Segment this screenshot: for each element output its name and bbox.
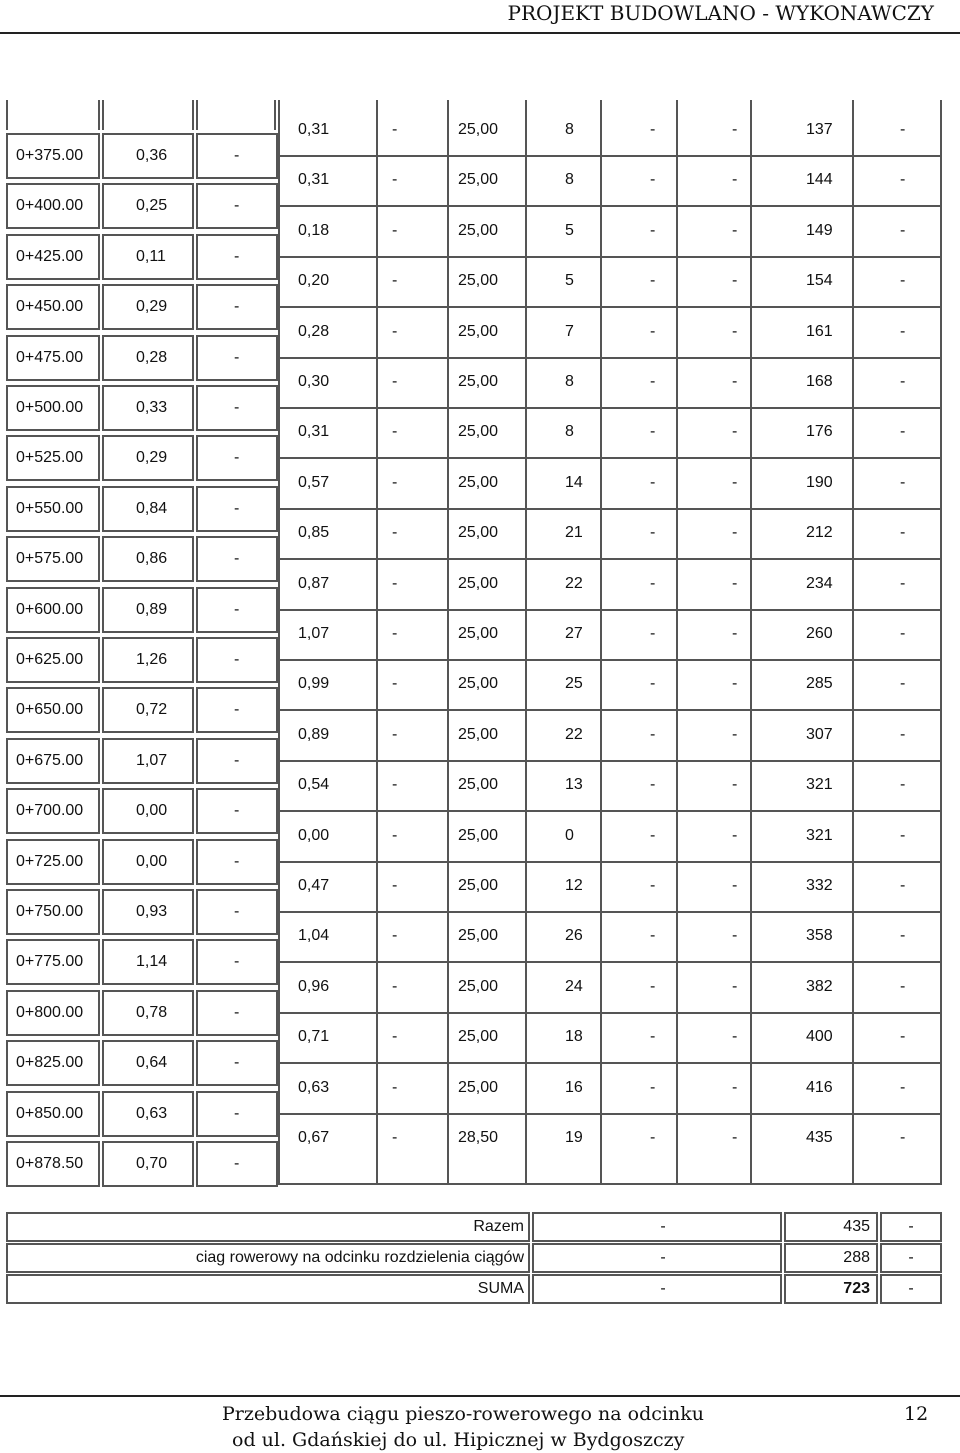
dash-cell: - (900, 121, 906, 138)
length-cell: 0,67 (298, 1129, 330, 1146)
value-cell: 1,14 (102, 939, 194, 985)
dash-cell: - (650, 474, 656, 491)
value-cell: 0,84 (102, 486, 194, 532)
width-cell: 25,00 (458, 222, 499, 239)
cumulative-cell: 234 (806, 575, 833, 592)
station-cell: 0+625.00 (6, 637, 100, 683)
width-cell: 25,00 (458, 625, 499, 642)
width-cell: 25,00 (458, 373, 499, 390)
quantity-cell: 12 (565, 877, 583, 894)
dash-cell: - (196, 536, 278, 582)
dash-cell: - (392, 927, 398, 944)
value-cell: 0,93 (102, 889, 194, 935)
quantity-cell: 27 (565, 625, 583, 642)
dash-cell: - (650, 726, 656, 743)
value-cell: 0,89 (102, 587, 194, 633)
dash-cell: - (732, 575, 738, 592)
length-cell: 0,18 (298, 222, 330, 239)
station-cell: 0+400.00 (6, 183, 100, 229)
dash-cell: - (650, 524, 656, 541)
dash-cell: - (900, 827, 906, 844)
dash-cell: - (900, 222, 906, 239)
cumulative-cell: 260 (806, 625, 833, 642)
dash-cell: - (196, 234, 278, 280)
summary-label: SUMA (6, 1274, 530, 1304)
summary-value: 288 (784, 1243, 878, 1273)
length-cell: 0,31 (298, 121, 330, 138)
quantity-cell: 26 (565, 927, 583, 944)
width-cell: 25,00 (458, 675, 499, 692)
dash-cell: - (732, 423, 738, 440)
dash-cell: - (650, 373, 656, 390)
value-cell: 0,00 (102, 788, 194, 834)
value-cell: 1,26 (102, 637, 194, 683)
dash-cell: - (900, 272, 906, 289)
quantity-cell: 0 (565, 827, 574, 844)
footer-project-title-line2: od ul. Gdańskiej do ul. Hipicznej w Bydgoszczy (232, 1429, 685, 1451)
right-table-row (0, 206, 960, 256)
station-cell: 0+725.00 (6, 839, 100, 885)
cumulative-cell: 154 (806, 272, 833, 289)
dash-cell: - (732, 726, 738, 743)
cumulative-cell: 321 (806, 776, 833, 793)
value-cell: 0,70 (102, 1141, 194, 1187)
length-cell: 0,89 (298, 726, 330, 743)
station-cell: 0+500.00 (6, 385, 100, 431)
dash-cell: - (196, 788, 278, 834)
dash-cell: - (196, 1141, 278, 1187)
cumulative-cell: 400 (806, 1028, 833, 1045)
length-cell: 0,85 (298, 524, 330, 541)
width-cell: 25,00 (458, 1028, 499, 1045)
station-cell: 0+425.00 (6, 234, 100, 280)
dash-cell: - (650, 625, 656, 642)
dash-cell: - (392, 1028, 398, 1045)
length-cell: 0,31 (298, 171, 330, 188)
cumulative-cell: 285 (806, 675, 833, 692)
dash-cell: - (392, 474, 398, 491)
dash-cell: - (196, 1091, 278, 1137)
dash-cell: - (392, 625, 398, 642)
right-table-row (0, 508, 960, 558)
summary-dash: - (532, 1243, 782, 1273)
dash-cell: - (900, 1028, 906, 1045)
summary-value: 435 (784, 1212, 878, 1242)
summary-dash: - (532, 1212, 782, 1242)
summary-label: Razem (6, 1212, 530, 1242)
station-cell: 0+650.00 (6, 687, 100, 733)
quantity-cell: 5 (565, 222, 574, 239)
value-cell: 0,29 (102, 435, 194, 481)
dash-cell: - (392, 776, 398, 793)
dash-cell: - (900, 171, 906, 188)
dash-cell: - (732, 474, 738, 491)
cumulative-cell: 144 (806, 171, 833, 188)
station-cell: 0+700.00 (6, 788, 100, 834)
value-cell: 0,36 (102, 133, 194, 179)
dash-cell: - (732, 121, 738, 138)
quantity-cell: 21 (565, 524, 583, 541)
dash-cell: - (650, 827, 656, 844)
width-cell: 25,00 (458, 474, 499, 491)
dash-cell: - (392, 675, 398, 692)
summary-label: ciag rowerowy na odcinku rozdzielenia ciągów (6, 1243, 530, 1273)
dash-cell: - (732, 625, 738, 642)
dash-cell: - (392, 222, 398, 239)
summary-row (6, 1274, 942, 1304)
length-cell: 0,71 (298, 1028, 330, 1045)
dash-cell: - (392, 323, 398, 340)
length-cell: 0,20 (298, 272, 330, 289)
dash-cell: - (732, 978, 738, 995)
cumulative-cell: 358 (806, 927, 833, 944)
length-cell: 0,57 (298, 474, 330, 491)
quantity-cell: 14 (565, 474, 583, 491)
width-cell: 25,00 (458, 575, 499, 592)
dash-cell: - (196, 889, 278, 935)
station-cell: 0+775.00 (6, 939, 100, 985)
station-cell: 0+600.00 (6, 587, 100, 633)
dash-cell: - (196, 637, 278, 683)
right-table-row (0, 1012, 960, 1062)
value-cell: 0,64 (102, 1040, 194, 1086)
dash-cell: - (732, 373, 738, 390)
summary-dash: - (880, 1212, 942, 1242)
dash-cell: - (650, 121, 656, 138)
summary-dash: - (880, 1243, 942, 1273)
station-cell: 0+525.00 (6, 435, 100, 481)
length-cell: 0,99 (298, 675, 330, 692)
quantity-cell: 8 (565, 121, 574, 138)
dash-cell: - (196, 839, 278, 885)
dash-cell: - (900, 1129, 906, 1146)
dash-cell: - (900, 524, 906, 541)
dash-cell: - (900, 726, 906, 743)
document-header-title: PROJEKT BUDOWLANO - WYKONAWCZY (507, 1, 934, 25)
dash-cell: - (392, 272, 398, 289)
dash-cell: - (732, 524, 738, 541)
dash-cell: - (732, 171, 738, 188)
dash-cell: - (196, 183, 278, 229)
width-cell: 25,00 (458, 726, 499, 743)
width-cell: 25,00 (458, 121, 499, 138)
cumulative-cell: 161 (806, 323, 833, 340)
value-cell: 1,07 (102, 738, 194, 784)
cumulative-cell: 435 (806, 1129, 833, 1146)
dash-cell: - (196, 435, 278, 481)
dash-cell: - (732, 323, 738, 340)
dash-cell: - (900, 323, 906, 340)
length-cell: 0,47 (298, 877, 330, 894)
cumulative-cell: 212 (806, 524, 833, 541)
width-cell: 25,00 (458, 524, 499, 541)
value-cell: 0,86 (102, 536, 194, 582)
length-cell: 0,96 (298, 978, 330, 995)
dash-cell: - (196, 990, 278, 1036)
right-table-row (0, 659, 960, 709)
right-table-row (0, 1063, 960, 1113)
dash-cell: - (900, 575, 906, 592)
station-cell: 0+675.00 (6, 738, 100, 784)
width-cell: 25,00 (458, 827, 499, 844)
length-cell: 0,63 (298, 1079, 330, 1096)
quantity-cell: 22 (565, 575, 583, 592)
quantity-cell: 18 (565, 1028, 583, 1045)
dash-cell: - (650, 927, 656, 944)
dash-cell: - (732, 222, 738, 239)
dash-cell: - (732, 272, 738, 289)
dash-cell: - (900, 474, 906, 491)
length-cell: 0,30 (298, 373, 330, 390)
value-cell: 0,00 (102, 839, 194, 885)
quantity-cell: 16 (565, 1079, 583, 1096)
dash-cell: - (392, 423, 398, 440)
quantity-cell: 19 (565, 1129, 583, 1146)
dash-cell: - (196, 587, 278, 633)
station-cell: 0+750.00 (6, 889, 100, 935)
quantity-cell: 8 (565, 171, 574, 188)
footer-divider (0, 1395, 960, 1397)
station-cell: 0+800.00 (6, 990, 100, 1036)
cumulative-cell: 416 (806, 1079, 833, 1096)
dash-cell: - (900, 675, 906, 692)
right-table-row (0, 256, 960, 306)
cumulative-cell: 176 (806, 423, 833, 440)
length-cell: 0,28 (298, 323, 330, 340)
quantity-cell: 13 (565, 776, 583, 793)
cumulative-cell: 307 (806, 726, 833, 743)
right-table-row (0, 307, 960, 357)
quantity-cell: 8 (565, 423, 574, 440)
cumulative-cell: 137 (806, 121, 833, 138)
dash-cell: - (392, 877, 398, 894)
dash-cell: - (650, 1129, 656, 1146)
summary-row (6, 1212, 942, 1242)
dash-cell: - (392, 1079, 398, 1096)
length-cell: 1,07 (298, 625, 330, 642)
dash-cell: - (732, 927, 738, 944)
cumulative-cell: 321 (806, 827, 833, 844)
dash-cell: - (196, 284, 278, 330)
dash-cell: - (900, 776, 906, 793)
footer-project-title-line1: Przebudowa ciągu pieszo-rowerowego na odcinku (222, 1403, 704, 1425)
right-table-row (0, 861, 960, 911)
dash-cell: - (732, 776, 738, 793)
right-table-row (0, 1113, 960, 1163)
dash-cell: - (900, 423, 906, 440)
dash-cell: - (900, 1079, 906, 1096)
cumulative-cell: 168 (806, 373, 833, 390)
dash-cell: - (392, 373, 398, 390)
right-table-row (0, 458, 960, 508)
cumulative-cell: 149 (806, 222, 833, 239)
dash-cell: - (650, 675, 656, 692)
dash-cell: - (650, 575, 656, 592)
dash-cell: - (392, 827, 398, 844)
summary-dash: - (532, 1274, 782, 1304)
right-table-row (0, 811, 960, 861)
dash-cell: - (392, 978, 398, 995)
value-cell: 0,29 (102, 284, 194, 330)
station-cell: 0+850.00 (6, 1091, 100, 1137)
length-cell: 0,54 (298, 776, 330, 793)
summary-dash: - (880, 1274, 942, 1304)
station-cell: 0+450.00 (6, 284, 100, 330)
station-cell: 0+878.50 (6, 1141, 100, 1187)
dash-cell: - (196, 687, 278, 733)
right-table-row (0, 407, 960, 457)
summary-row (6, 1243, 942, 1273)
right-table-row (0, 609, 960, 659)
dash-cell: - (650, 877, 656, 894)
width-cell: 25,00 (458, 927, 499, 944)
dash-cell: - (900, 625, 906, 642)
width-cell: 28,50 (458, 1129, 499, 1146)
cumulative-cell: 190 (806, 474, 833, 491)
dash-cell: - (650, 272, 656, 289)
dash-cell: - (732, 827, 738, 844)
width-cell: 25,00 (458, 171, 499, 188)
page-number: 12 (904, 1403, 929, 1425)
width-cell: 25,00 (458, 776, 499, 793)
dash-cell: - (900, 978, 906, 995)
dash-cell: - (196, 133, 278, 179)
dash-cell: - (650, 222, 656, 239)
right-table-row (0, 559, 960, 609)
quantity-cell: 24 (565, 978, 583, 995)
width-cell: 25,00 (458, 323, 499, 340)
cumulative-cell: 382 (806, 978, 833, 995)
dash-cell: - (392, 575, 398, 592)
quantity-cell: 5 (565, 272, 574, 289)
cumulative-cell: 332 (806, 877, 833, 894)
right-table-row (0, 962, 960, 1012)
dash-cell: - (196, 335, 278, 381)
width-cell: 25,00 (458, 877, 499, 894)
dash-cell: - (900, 373, 906, 390)
width-cell: 25,00 (458, 423, 499, 440)
header-divider (0, 32, 960, 34)
dash-cell: - (650, 323, 656, 340)
quantity-cell: 25 (565, 675, 583, 692)
value-cell: 0,78 (102, 990, 194, 1036)
dash-cell: - (900, 877, 906, 894)
quantity-cell: 7 (565, 323, 574, 340)
dash-cell: - (196, 939, 278, 985)
length-cell: 1,04 (298, 927, 330, 944)
dash-cell: - (732, 1129, 738, 1146)
dash-cell: - (650, 1079, 656, 1096)
dash-cell: - (732, 1079, 738, 1096)
length-cell: 0,31 (298, 423, 330, 440)
dash-cell: - (650, 1028, 656, 1045)
quantity-cell: 22 (565, 726, 583, 743)
width-cell: 25,00 (458, 978, 499, 995)
dash-cell: - (650, 776, 656, 793)
dash-cell: - (650, 171, 656, 188)
right-table-row (0, 155, 960, 205)
value-cell: 0,28 (102, 335, 194, 381)
width-cell: 25,00 (458, 272, 499, 289)
dash-cell: - (196, 738, 278, 784)
right-table-row (0, 710, 960, 760)
dash-cell: - (732, 675, 738, 692)
dash-cell: - (650, 423, 656, 440)
station-cell: 0+375.00 (6, 133, 100, 179)
value-cell: 0,25 (102, 183, 194, 229)
dash-cell: - (650, 978, 656, 995)
station-cell: 0+575.00 (6, 536, 100, 582)
width-cell: 25,00 (458, 1079, 499, 1096)
dash-cell: - (732, 877, 738, 894)
value-cell: 0,63 (102, 1091, 194, 1137)
dash-cell: - (900, 927, 906, 944)
value-cell: 0,11 (102, 234, 194, 280)
dash-cell: - (392, 1129, 398, 1146)
dash-cell: - (196, 486, 278, 532)
station-cell: 0+825.00 (6, 1040, 100, 1086)
summary-value: 723 (784, 1274, 878, 1304)
dash-cell: - (392, 121, 398, 138)
station-cell: 0+475.00 (6, 335, 100, 381)
right-table-row (0, 357, 960, 407)
dash-cell: - (392, 524, 398, 541)
quantity-cell: 8 (565, 373, 574, 390)
dash-cell: - (196, 1040, 278, 1086)
value-cell: 0,33 (102, 385, 194, 431)
station-cell: 0+550.00 (6, 486, 100, 532)
dash-cell: - (196, 385, 278, 431)
dash-cell: - (392, 171, 398, 188)
right-table-row (0, 760, 960, 810)
length-cell: 0,00 (298, 827, 330, 844)
value-cell: 0,72 (102, 687, 194, 733)
right-table-row (0, 105, 960, 155)
dash-cell: - (392, 726, 398, 743)
length-cell: 0,87 (298, 575, 330, 592)
right-table-row (0, 911, 960, 961)
dash-cell: - (732, 1028, 738, 1045)
